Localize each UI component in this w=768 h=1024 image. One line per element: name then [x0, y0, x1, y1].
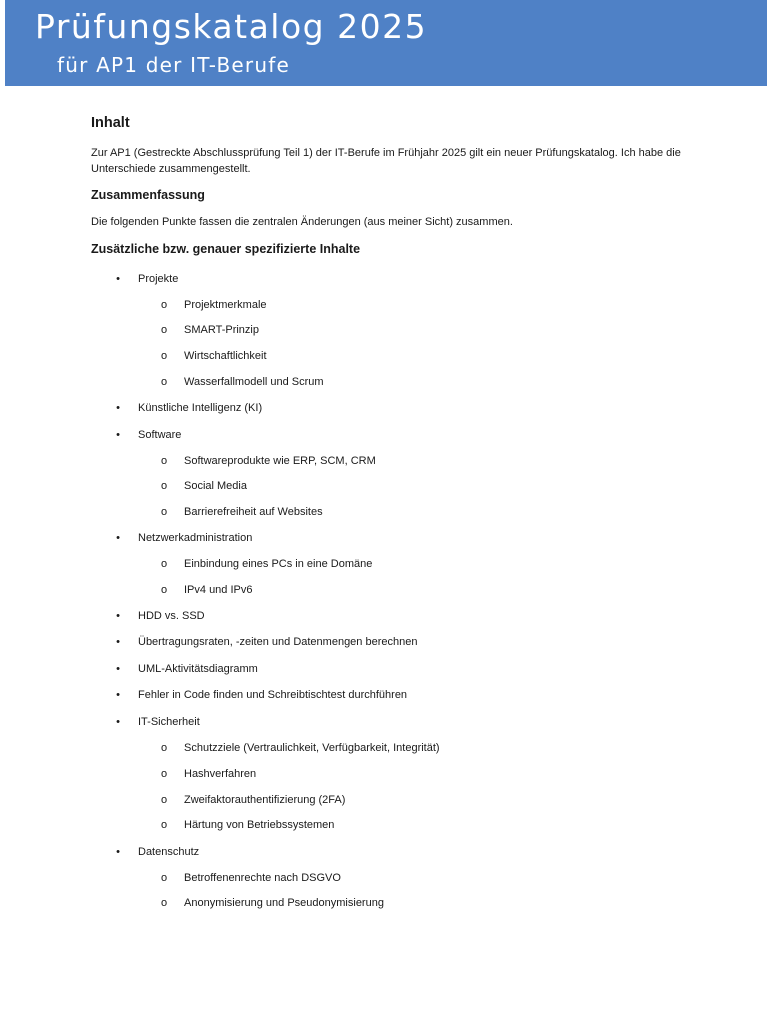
circle-bullet-icon: o	[160, 558, 168, 570]
summary-paragraph: Die folgenden Punkte fassen die zentralen Änderungen (aus meiner Sicht) zusammen.	[91, 216, 513, 228]
list-item-label: Härtung von Betriebssystemen	[184, 819, 335, 831]
list-item	[116, 635, 418, 649]
circle-bullet-icon: o	[160, 872, 168, 884]
banner-title: Prüfungskatalog 2025	[35, 7, 428, 46]
list-item	[160, 583, 253, 597]
list-item	[116, 715, 200, 729]
list-item-label: Wirtschaftlichkeit	[184, 350, 267, 362]
bullet-icon: •	[116, 663, 120, 675]
list-item-label: Projektmerkmale	[184, 299, 267, 311]
title-banner	[5, 0, 767, 86]
list-item	[160, 298, 267, 312]
list-item-label: Künstliche Intelligenz (KI)	[138, 402, 263, 414]
list-item-label: Einbindung eines PCs in eine Domäne	[184, 558, 373, 570]
list-item	[160, 349, 267, 363]
list-item	[116, 428, 182, 442]
list-item	[160, 767, 257, 781]
list-item-label: Barrierefreiheit auf Websites	[184, 506, 323, 518]
list-item	[116, 272, 179, 286]
intro-paragraph: Zur AP1 (Gestreckte Abschlussprüfung Teil 1) der IT-Berufe im Frühjahr 2025 gilt ein neuer Prüfungskatalog. Ich habe die Unterschiede zusammengestellt.	[91, 147, 681, 175]
list-item-label: Datenschutz	[138, 846, 200, 858]
list-item-label: IPv4 und IPv6	[184, 584, 253, 596]
list-item-label: Betroffenenrechte nach DSGVO	[184, 872, 341, 884]
circle-bullet-icon: o	[160, 376, 168, 388]
list-item	[160, 871, 341, 885]
circle-bullet-icon: o	[160, 768, 168, 780]
list-item-label: Anonymisierung und Pseudonymisierung	[184, 897, 384, 909]
list-item	[116, 845, 200, 859]
bullet-icon: •	[116, 532, 120, 544]
list-item-label: Projekte	[138, 273, 179, 285]
bullet-icon: •	[116, 273, 120, 285]
list-item	[160, 479, 247, 493]
circle-bullet-icon: o	[160, 794, 168, 806]
list-item	[116, 401, 263, 415]
list-item-label: UML-Aktivitätsdiagramm	[138, 663, 258, 675]
list-item-label: Übertragungsraten, -zeiten und Datenmengen berechnen	[138, 636, 418, 648]
circle-bullet-icon: o	[160, 480, 168, 492]
heading-additional-content: Zusätzliche bzw. genauer spezifizierte Inhalte	[91, 242, 361, 256]
circle-bullet-icon: o	[160, 506, 168, 518]
list-item	[160, 741, 440, 755]
list-item	[160, 505, 323, 519]
list-item-label: Wasserfallmodell und Scrum	[184, 376, 324, 388]
circle-bullet-icon: o	[160, 897, 168, 909]
list-item-label: Netzwerkadministration	[138, 532, 253, 544]
bullet-icon: •	[116, 429, 120, 441]
list-item	[116, 609, 205, 623]
list-item-label: Social Media	[184, 480, 247, 492]
circle-bullet-icon: o	[160, 584, 168, 596]
list-item	[160, 454, 376, 468]
list-item	[116, 531, 253, 545]
list-item-label: Softwareprodukte wie ERP, SCM, CRM	[184, 455, 376, 467]
bullet-icon: •	[116, 610, 120, 622]
list-item-label: Hashverfahren	[184, 768, 257, 780]
list-item-label: HDD vs. SSD	[138, 610, 205, 622]
list-item	[160, 896, 384, 910]
banner-subtitle: für AP1 der IT-Berufe	[57, 53, 290, 77]
circle-bullet-icon: o	[160, 455, 168, 467]
circle-bullet-icon: o	[160, 742, 168, 754]
list-item-label: Zweifaktorauthentifizierung (2FA)	[184, 794, 346, 806]
list-item	[116, 662, 258, 676]
heading-inhalt: Inhalt	[91, 115, 130, 131]
circle-bullet-icon: o	[160, 350, 168, 362]
circle-bullet-icon: o	[160, 819, 168, 831]
list-item	[160, 375, 324, 389]
list-item-label: Schutzziele (Vertraulichkeit, Verfügbarkeit, Integrität)	[184, 742, 440, 754]
bullet-icon: •	[116, 689, 120, 701]
list-item-label: IT-Sicherheit	[138, 716, 200, 728]
circle-bullet-icon: o	[160, 324, 168, 336]
list-item-label: SMART-Prinzip	[184, 324, 259, 336]
list-item	[160, 557, 373, 571]
heading-summary: Zusammenfassung	[91, 188, 205, 202]
list-item	[116, 688, 408, 702]
list-item	[160, 818, 335, 832]
bullet-icon: •	[116, 402, 120, 414]
list-item	[160, 323, 259, 337]
list-item-label: Fehler in Code finden und Schreibtischtest durchführen	[138, 689, 408, 701]
bullet-icon: •	[116, 636, 120, 648]
circle-bullet-icon: o	[160, 299, 168, 311]
bullet-icon: •	[116, 846, 120, 858]
list-item	[160, 793, 346, 807]
list-item-label: Software	[138, 429, 182, 441]
bullet-icon: •	[116, 716, 120, 728]
